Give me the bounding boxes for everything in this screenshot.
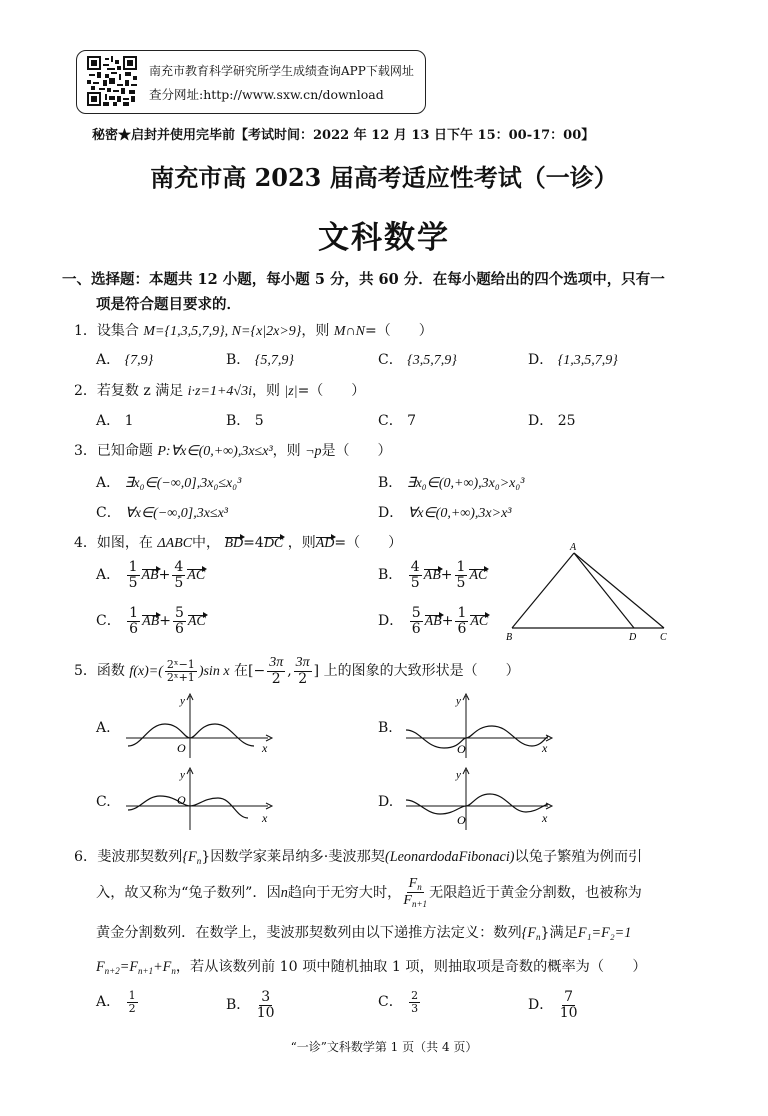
option-label: A． bbox=[96, 475, 121, 491]
option-text: 5 bbox=[254, 413, 264, 429]
option-label: D． bbox=[528, 997, 554, 1014]
q3-stem-a: 已知命题 bbox=[96, 443, 153, 459]
q3-stem-b: ，则 bbox=[272, 443, 301, 459]
interval-frac-2: $\frac{3\pi}{2}$ bbox=[295, 655, 310, 687]
interval-right: ] bbox=[313, 663, 320, 680]
q4-stem-c: ，则 bbox=[287, 535, 316, 551]
q2-equation: i·z=1+4√3i bbox=[187, 384, 252, 399]
q5-stem-c: 上的图象的大致形状是（ ） bbox=[323, 663, 520, 680]
origin-label: O bbox=[457, 742, 466, 756]
option-label: D． bbox=[378, 505, 404, 521]
x-label: x bbox=[542, 811, 548, 825]
q6-math: +F bbox=[153, 959, 172, 975]
question-6-line2 bbox=[96, 876, 642, 910]
option-item[interactable] bbox=[378, 472, 524, 492]
vector-ab: AB bbox=[424, 614, 442, 630]
option-label: A． bbox=[96, 413, 121, 429]
question-4-stem bbox=[74, 532, 402, 552]
segment-ad bbox=[574, 553, 634, 628]
interval-left: [− bbox=[247, 663, 266, 680]
q2-stem-a: 若复数 z 满足 bbox=[96, 383, 184, 399]
option-fraction: $\frac{7}{10}$ bbox=[559, 989, 578, 1021]
option-text: ∀x∈(0,+∞),3x>x³ bbox=[407, 506, 512, 521]
option-label[interactable]: C. bbox=[96, 794, 111, 810]
q3-proposition: P:∀x∈(0,+∞),3x≤x³ bbox=[157, 444, 273, 459]
option-label: C． bbox=[378, 413, 403, 429]
option-label: A． bbox=[96, 567, 121, 584]
option-label: A． bbox=[96, 352, 121, 368]
coef-fraction: $\frac{1}{6}$ bbox=[129, 605, 139, 637]
section-heading-line2: 项是符合题目要求的． bbox=[96, 296, 241, 313]
option-item[interactable] bbox=[528, 349, 618, 369]
curve bbox=[128, 796, 248, 818]
vector-ac: AC bbox=[469, 568, 488, 584]
option-text: ∃x₀∈(−∞,0],3x₀≤x₀³ bbox=[124, 476, 242, 491]
section-heading-line1: 一、选择题：本题共 12 小题，每小题 5 分，共 60 分．在每小题给出的四个选项中，只有一 bbox=[62, 271, 665, 288]
secrecy-note: 秘密★启封并使用完毕前【考试时间：2022 年 12 月 13 日下午 15：00-17：00】 bbox=[92, 128, 595, 143]
x-label: x bbox=[262, 811, 268, 825]
q1-blank: =（ ） bbox=[364, 323, 433, 339]
option-fraction: $\frac{1}{2}$ bbox=[128, 989, 136, 1015]
option-label: D． bbox=[528, 413, 554, 429]
exam-title: 南充市高 2023 届高考适应性考试（一诊） bbox=[150, 163, 618, 192]
option-fraction: $\frac{2}{3}$ bbox=[411, 989, 419, 1015]
vector-ab: AB bbox=[142, 614, 160, 630]
qr-line-2: 查分网址:http://www.sxw.cn/download bbox=[149, 87, 384, 102]
q6-n: n bbox=[280, 884, 288, 901]
option-item[interactable] bbox=[378, 410, 416, 430]
vertex-b: B bbox=[506, 632, 513, 643]
option-item[interactable] bbox=[96, 560, 205, 590]
interval-comma: , bbox=[287, 663, 292, 680]
option-fraction: $\frac{3}{10}$ bbox=[256, 989, 275, 1021]
question-1-stem bbox=[74, 320, 433, 340]
q2-blank: =（ ） bbox=[297, 383, 366, 399]
option-item[interactable] bbox=[96, 349, 153, 369]
option-text: {5,7,9} bbox=[254, 353, 294, 368]
q5-fraction: $\frac{\text{2ˣ−1}}{\text{2ˣ+1}}$ bbox=[166, 658, 195, 684]
q4-stem-b: 中， bbox=[192, 535, 221, 551]
q5-sin: )sin x bbox=[198, 664, 230, 680]
question-number: 5． bbox=[74, 663, 97, 680]
vector-ad: AD bbox=[315, 536, 335, 551]
side-ab bbox=[512, 553, 574, 628]
q6-name: (LeonardodaFibonaci) bbox=[385, 849, 515, 865]
option-label[interactable]: D. bbox=[378, 794, 394, 810]
option-item[interactable] bbox=[378, 502, 512, 522]
plus-sign: + bbox=[159, 613, 171, 630]
option-label: C． bbox=[378, 994, 403, 1011]
q6-sub: n+2 bbox=[104, 966, 120, 976]
q6-math: {F bbox=[182, 849, 197, 865]
option-label: B． bbox=[378, 567, 403, 584]
q6-math: =F bbox=[119, 959, 138, 975]
triangle-figure bbox=[500, 538, 690, 646]
plus-sign: + bbox=[158, 567, 171, 584]
question-number: 4． bbox=[74, 535, 97, 551]
y-label: y bbox=[456, 769, 461, 781]
question-number: 6． bbox=[74, 849, 98, 865]
qr-line-1: 南充市教育科学研究所学生成绩查询APP下载网址 bbox=[149, 64, 414, 78]
vector-bd: BD bbox=[224, 536, 244, 551]
q6-text: 趋向于无穷大时， bbox=[287, 884, 402, 901]
x-label: x bbox=[542, 741, 548, 755]
vector-ab: AB bbox=[141, 568, 159, 584]
option-item[interactable] bbox=[378, 606, 488, 636]
q6-sub: n bbox=[196, 856, 202, 866]
vertex-c: C bbox=[660, 632, 667, 643]
q6-text: 以兔子繁殖为例而引 bbox=[514, 849, 643, 865]
question-6-line3 bbox=[96, 922, 631, 942]
q5-stem-b: 在 bbox=[233, 663, 248, 680]
coef-fraction: $\frac{1}{5}$ bbox=[456, 559, 466, 591]
vector-dc: DC bbox=[263, 536, 284, 551]
graph-option-b[interactable] bbox=[400, 690, 560, 760]
q6-text: }满足 bbox=[540, 925, 578, 941]
q6-math: {F bbox=[521, 925, 536, 941]
option-label: B． bbox=[226, 352, 251, 368]
option-text: 1 bbox=[124, 413, 134, 429]
origin-label: O bbox=[177, 793, 186, 807]
option-item[interactable] bbox=[226, 410, 264, 430]
option-label[interactable]: B. bbox=[378, 720, 393, 736]
option-item[interactable] bbox=[528, 410, 576, 430]
option-item[interactable] bbox=[378, 990, 422, 1014]
option-item[interactable] bbox=[226, 990, 277, 1020]
option-label: C． bbox=[378, 352, 403, 368]
option-label: C． bbox=[96, 505, 121, 521]
point-d: D bbox=[629, 632, 637, 643]
qr-code bbox=[87, 56, 137, 106]
question-2-stem bbox=[74, 380, 365, 400]
q6-sub: n bbox=[535, 932, 541, 942]
qr-header-box bbox=[76, 50, 426, 114]
curve bbox=[406, 794, 548, 814]
q1-stem-a: 设集合 bbox=[96, 323, 139, 339]
plus-sign: + bbox=[441, 613, 454, 630]
option-item[interactable] bbox=[96, 472, 241, 492]
q1-intersection: M∩N bbox=[333, 324, 365, 339]
coef-fraction: $\frac{1}{6}$ bbox=[457, 605, 467, 637]
question-6-line4 bbox=[96, 956, 647, 976]
exam-subject: 文科数学 bbox=[318, 220, 450, 256]
option-text: 7 bbox=[407, 413, 417, 429]
q6-text: ，若从该数列前 10 项中随机抽取 1 项，则抽取项是奇数的概率为（ ） bbox=[175, 959, 647, 975]
q4-stem-a: 如图，在 bbox=[96, 535, 153, 551]
curve bbox=[406, 726, 548, 748]
q2-stem-b: ，则 bbox=[251, 383, 280, 399]
option-label: D． bbox=[378, 613, 404, 630]
q4-blank: =（ ） bbox=[334, 535, 403, 551]
question-5-stem bbox=[74, 656, 520, 686]
graph-option-c[interactable] bbox=[120, 764, 280, 834]
q6-ratio: $\frac{F_n}{F_{n+1}}$ bbox=[403, 876, 428, 910]
question-number: 2． bbox=[74, 383, 97, 399]
q6-text: }因数学家莱昂纳多·斐波那契 bbox=[201, 849, 385, 865]
graph-option-a[interactable] bbox=[120, 690, 280, 760]
x-label: x bbox=[262, 741, 268, 755]
q1-sets: M={1,3,5,7,9}, N={x|2x>9} bbox=[143, 324, 302, 339]
interval-frac-1: $\frac{3\pi}{2}$ bbox=[269, 655, 284, 687]
q5-stem-a: 函数 bbox=[96, 663, 125, 680]
option-item[interactable] bbox=[96, 502, 228, 522]
question-6-line1 bbox=[74, 846, 642, 866]
q6-text: 黄金分割数列．在数学上，斐波那契数列由以下递推方法定义：数列 bbox=[96, 925, 522, 941]
q6-text: 入，故又称为“兔子数列”．因 bbox=[96, 884, 281, 901]
q2-modulus: |z| bbox=[284, 384, 298, 399]
q6-text: 斐波那契数列 bbox=[97, 849, 183, 865]
option-label[interactable]: A. bbox=[96, 720, 111, 736]
q1-stem-b: ，则 bbox=[301, 323, 330, 339]
option-text: ∀x∈(−∞,0],3x≤x³ bbox=[125, 506, 229, 521]
q4-triangle: ΔABC bbox=[157, 536, 193, 551]
option-item[interactable] bbox=[378, 349, 457, 369]
vector-ab: AB bbox=[423, 568, 441, 584]
q3-negation: ¬p bbox=[305, 444, 322, 459]
plus-sign: + bbox=[440, 567, 453, 584]
option-label: C． bbox=[96, 613, 121, 630]
vertex-a: A bbox=[570, 542, 577, 553]
option-label: B． bbox=[226, 997, 251, 1014]
q6-initial: F₁=F₂=1 bbox=[577, 925, 632, 941]
option-item[interactable] bbox=[96, 410, 134, 430]
q6-sub: n+1 bbox=[138, 966, 154, 976]
option-text: ∃x₀∈(0,+∞),3x₀>x₀³ bbox=[406, 476, 525, 491]
y-label: y bbox=[456, 695, 461, 707]
option-item[interactable] bbox=[226, 349, 294, 369]
q3-blank: 是（ ） bbox=[321, 443, 392, 459]
curve bbox=[128, 724, 254, 746]
coef-fraction: $\frac{1}{5}$ bbox=[128, 559, 138, 591]
vector-ac: AC bbox=[470, 614, 489, 630]
option-text: {3,5,7,9} bbox=[407, 353, 457, 368]
q6-math: F bbox=[96, 959, 105, 975]
option-item[interactable] bbox=[96, 606, 206, 636]
origin-label: O bbox=[457, 813, 466, 827]
side-ac bbox=[574, 553, 664, 628]
vector-ac: AC bbox=[187, 568, 206, 584]
graph-option-d[interactable] bbox=[400, 764, 560, 834]
q5-f: f(x)=( bbox=[129, 664, 163, 680]
y-label: y bbox=[180, 695, 185, 707]
coef-fraction: $\frac{5}{6}$ bbox=[174, 605, 184, 637]
option-item[interactable] bbox=[378, 560, 487, 590]
option-item[interactable] bbox=[528, 990, 580, 1020]
option-text: {7,9} bbox=[124, 353, 154, 368]
option-label: A． bbox=[96, 994, 121, 1011]
coef-fraction: $\frac{4}{5}$ bbox=[174, 559, 184, 591]
option-label: B． bbox=[378, 475, 403, 491]
question-number: 3． bbox=[74, 443, 97, 459]
option-text: 25 bbox=[557, 413, 576, 429]
q4-eq: =4 bbox=[243, 535, 264, 551]
y-label: y bbox=[180, 769, 185, 781]
question-3-stem bbox=[74, 440, 392, 460]
coef-fraction: $\frac{4}{5}$ bbox=[410, 559, 420, 591]
option-item[interactable] bbox=[96, 990, 140, 1014]
option-text: {1,3,5,7,9} bbox=[557, 353, 618, 368]
coef-fraction: $\frac{5}{6}$ bbox=[411, 605, 421, 637]
q6-text: 无限趋近于黄金分割数，也被称为 bbox=[429, 884, 642, 901]
option-label: D． bbox=[528, 352, 554, 368]
vector-ac: AC bbox=[187, 614, 206, 630]
question-number: 1． bbox=[74, 323, 97, 339]
q6-sub: n bbox=[171, 966, 176, 976]
option-label: B． bbox=[226, 413, 251, 429]
page-footer: “一诊”文科数学第 1 页（共 4 页） bbox=[290, 1040, 478, 1054]
origin-label: O bbox=[177, 741, 186, 755]
